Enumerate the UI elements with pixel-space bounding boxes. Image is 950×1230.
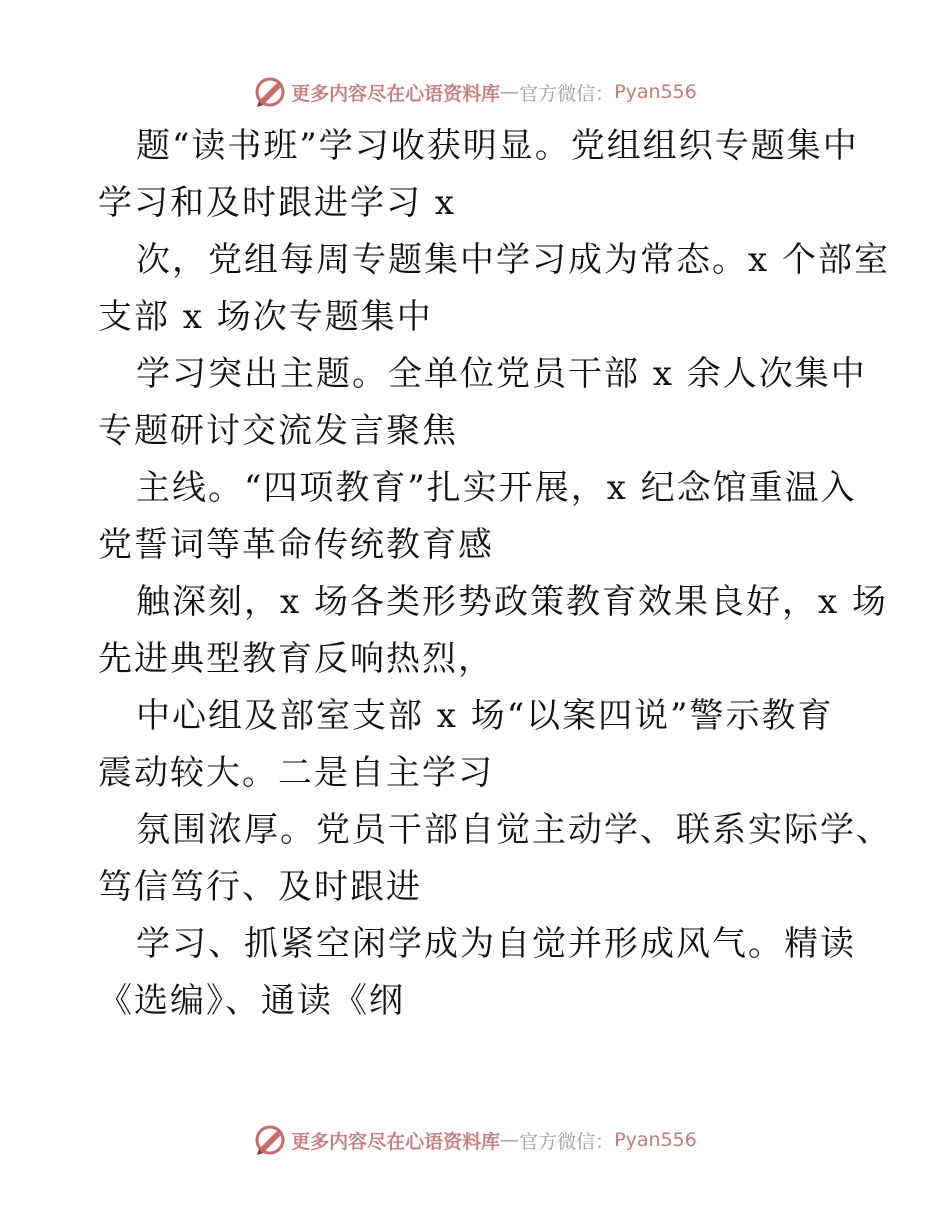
document-body: [98, 118, 892, 1030]
pen-logo-icon: [253, 75, 287, 109]
body-line: 触深刻，x 场各类形势政策教育效果良好，x 场: [136, 582, 888, 622]
body-line: 学习突出主题。全单位党员干部 x 余人次集中: [136, 354, 867, 394]
watermark-label: 官方微信：: [519, 82, 615, 105]
body-line: 党誓词等革命传统教育感: [98, 525, 494, 565]
body-line: 先进典型教育反响热烈，: [98, 639, 494, 679]
body-line: 主线。“四项教育”扎实开展，x 纪念馆重温入: [136, 468, 857, 508]
body-line: 学习和及时跟进学习 x: [98, 183, 456, 223]
body-line: 支部 x 场次专题集中: [98, 297, 433, 337]
watermark-wechat-id: Pyan556: [614, 81, 697, 103]
watermark-site-text: 更多内容尽在心语资料库: [291, 82, 501, 105]
body-line: 中心组及部室支部 x 场“以案四说”警示教育: [136, 696, 834, 736]
body-line: 氛围浓厚。党员干部自觉主动学、联系实际学、: [136, 810, 892, 850]
body-line: 题“读书班”学习收获明显。党组组织专题集中: [136, 126, 859, 166]
pen-logo-icon: [253, 1123, 287, 1157]
body-line: 《选编》、通读《纲: [98, 981, 405, 1021]
footer-watermark: [0, 1118, 950, 1162]
watermark-label: 官方微信：: [519, 1130, 615, 1153]
body-line: 专题研讨交流发言聚焦: [98, 411, 458, 451]
body-line: 笃信笃行、及时跟进: [98, 867, 422, 907]
body-line: 学习、抓紧空闲学成为自觉并形成风气。精读: [136, 924, 856, 964]
header-watermark: [0, 70, 950, 114]
watermark-site-text: 更多内容尽在心语资料库: [291, 1130, 501, 1153]
body-line: 震动较大。二是自主学习: [98, 753, 494, 793]
watermark-separator: —: [500, 1129, 520, 1151]
watermark-separator: —: [500, 81, 520, 103]
body-line: 次，党组每周专题集中学习成为常态。x 个部室: [136, 240, 890, 280]
watermark-wechat-id: Pyan556: [614, 1129, 697, 1151]
